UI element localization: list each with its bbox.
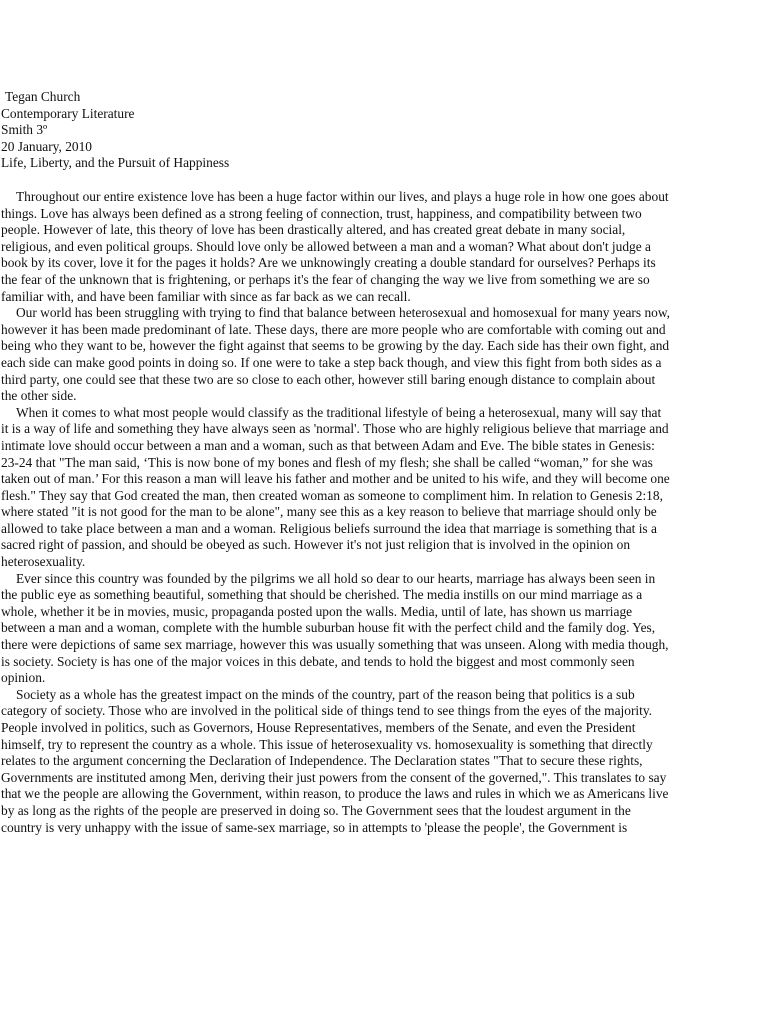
paragraph: Society as a whole has the greatest impact on the minds of the country, part of the reason being that politics is a sub category of society. Those who are involved in the political side of things tend to see things from the eyes of the majority. People involved in politics, such as Governors, House Representatives, members of the Senate, and even the President himself, try to represent the country as a whole. This issue of heterosexuality vs. homosexuality is something that directly relates to the argument concerning the Declaration of Independence. The Declaration states "That to secure these rights, Governments are instituted among Men, deriving their just powers from the consent of the governed,". This translates to say that we the people are allowing the Government, within reason, to produce the laws and rules in which we as Americans live by as long as the rights of the people are preserved in doing so. The Government sees that the loudest argument in the country is very unhappy with the issue of same-sex marriage, so in attempts to 'please the people', the Government is bbox=[1, 686, 669, 835]
paragraph: Throughout our entire existence love has been a huge factor within our lives, and plays a huge role in how one goes about things. Love has always been defined as a strong feeling of connection, trust, happiness, and compatibility between two people. However of late, this theory of love has been drastically altered, and has created great debate in many social, religious, and even political groups. Should love only be allowed between a man and a woman? What about don't judge a book by its cover, love it for the pages it holds? Are we unknowingly creating a double standard for ourselves? Perhaps its the fear of the unknown that is frightening, or perhaps it's the fear of changing the way we live from something we are so familiar with, and have been familiar with since as far back as we can recall. bbox=[1, 189, 669, 304]
course-name: Contemporary Literature bbox=[1, 105, 135, 121]
essay-body bbox=[1, 189, 671, 836]
paragraph: Our world has been struggling with trying to find that balance between heterosexual and homosexual for many years now, however it has been made predominant of late. These days, there are more people who are comfortable with coming out and being who they want to be, however the fight against that seems to be growing by the day. Each side has their own fight, and each side can make good points in doing so. If one were to take a step back though, and view this fight from both sides as a third party, one could see that these two are so close to each other, however still baring enough distance to complain about the other side. bbox=[1, 305, 670, 404]
essay-header bbox=[1, 89, 701, 172]
essay-date: 20 January, 2010 bbox=[1, 138, 92, 154]
teacher-period: Smith 3º bbox=[1, 122, 48, 138]
paragraph: When it comes to what most people would classify as the traditional lifestyle of being a heterosexual, many will say that it is a way of life and something they have always seen as 'normal'. Those who are highly religious believe that marriage and intimate love should occur between a man and a woman, such as that between Adam and Eve. The bible states in Genesis: 23-24 that "The man said, ‘This is now bone of my bones and flesh of my flesh; she shall be called “woman,” for she was taken out of man.’ For this reason a man will leave his father and mother and be united to his wife, and they will become one flesh." They say that God created the man, then created woman as someone to compliment him. In relation to Genesis 2:18, where stated "it is not good for the man to be alone", many see this as a key reason to believe that marriage should only be allowed to take place between a man and a woman. Religious beliefs surround the idea that marriage is something that is a sacred right of passion, and should be obeyed as such. However it's not just religion that is involved in the opinion on heterosexuality. bbox=[1, 404, 670, 570]
author-name: Tegan Church bbox=[5, 89, 81, 104]
essay-title: Life, Liberty, and the Pursuit of Happiness bbox=[1, 155, 230, 171]
paragraph: Ever since this country was founded by the pilgrims we all hold so dear to our hearts, marriage has always been seen in the public eye as something beautiful, something that should be cherished. The media instills on our mind marriage as a whole, whether it be in movies, music, propaganda posted upon the walls. Media, until of late, has shown us marriage between a man and a woman, complete with the humble suburban house fit with the perfect child and the family dog. Yes, there were depictions of same sex marriage, however this was usually something that was unseen. Along with media though, is society. Society is has one of the major voices in this debate, and tends to hold the biggest and most commonly seen opinion. bbox=[1, 570, 669, 686]
